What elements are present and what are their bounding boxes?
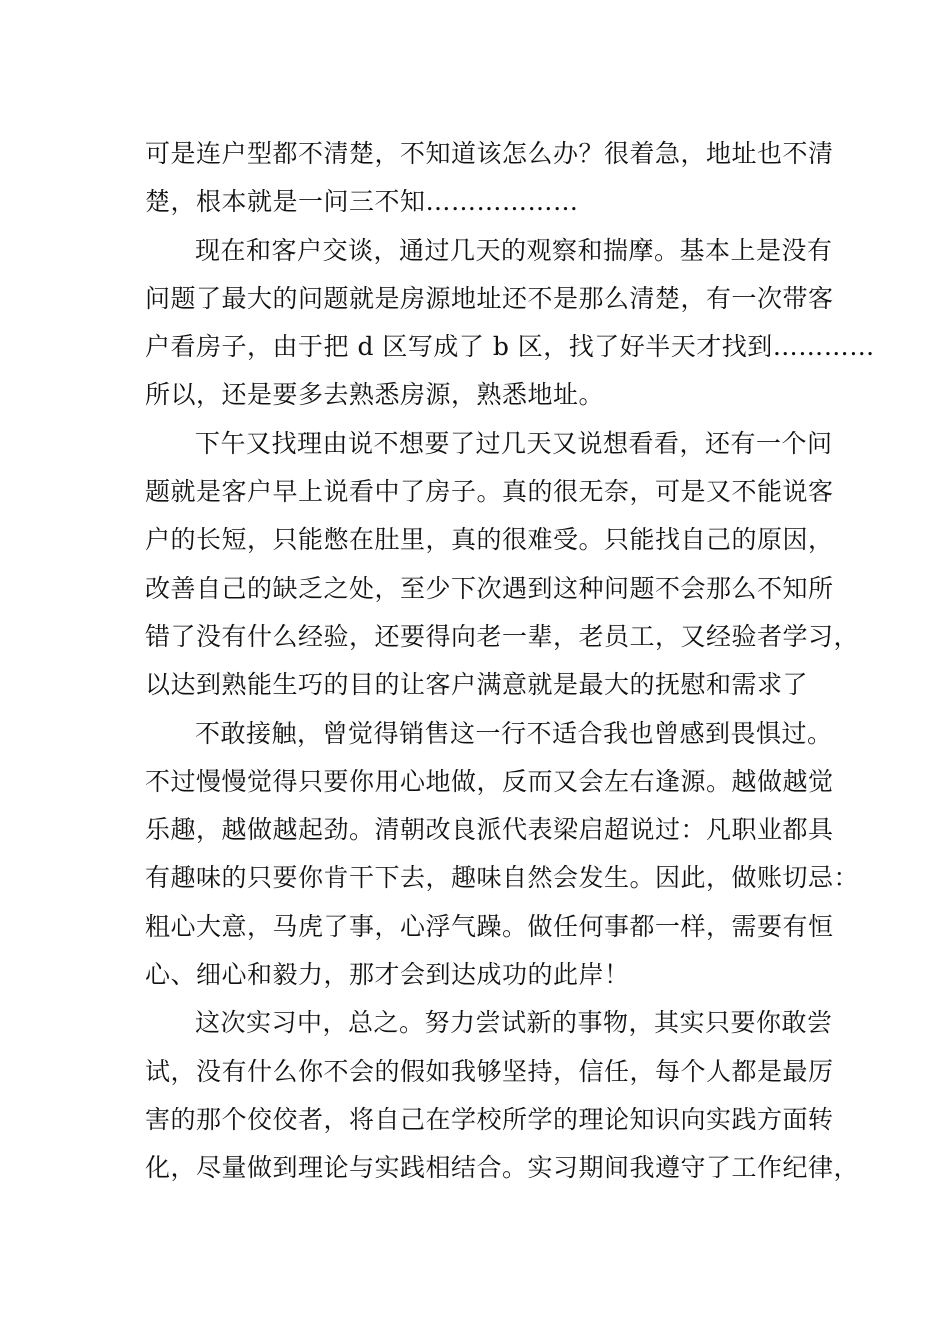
text-line: 所以，还是要多去熟悉房源，熟悉地址。 — [145, 380, 605, 410]
text-line: 粗心大意，马虎了事，心浮气躁。做任何事都一样，需要有恒 — [145, 911, 834, 941]
text-line: 户的长短，只能憋在肚里，真的很难受。只能找自己的原因， — [145, 525, 834, 555]
text-line: 错了没有什么经验，还要得向老一辈，老员工，又经验者学习， — [145, 621, 860, 651]
text-line: 害的那个佼佼者，将自己在学校所学的理论知识向实践方面转 — [145, 1104, 834, 1134]
paragraph-first-line: 现在和客户交谈，通过几天的观察和揣摩。基本上是没有 — [195, 235, 833, 265]
text-line: 以达到熟能生巧的目的让客户满意就是最大的抚慰和需求了 — [145, 670, 809, 700]
text-line: 试，没有什么你不会的假如我够坚持，信任，每个人都是最厉 — [145, 1056, 834, 1086]
text-line: 题就是客户早上说看中了房子。真的很无奈，可是又不能说客 — [145, 477, 834, 507]
text-line: 可是连户型都不清楚，不知道该怎么办？很着急，地址也不清 — [145, 139, 834, 168]
paragraph-first-line: 下午又找理由说不想要了过几天又说想看看，还有一个问 — [195, 428, 833, 458]
text-line: 心、细心和毅力，那才会到达成功的此岸！ — [145, 960, 630, 990]
body-text — [145, 130, 875, 1193]
text-line: 问题了最大的问题就是房源地址还不是那么清楚，有一次带客 — [145, 283, 834, 313]
text-line: 有趣味的只要你肯干下去，趣味自然会发生。因此，做账切忌： — [145, 863, 860, 893]
text-line: 化，尽量做到理论与实践相结合。实习期间我遵守了工作纪律， — [145, 1153, 860, 1183]
paragraph-first-line: 不敢接触，曾觉得销售这一行不适合我也曾感到畏惧过。 — [195, 718, 833, 748]
paragraph-first-line: 这次实习中，总之。努力尝试新的事物，其实只要你敢尝 — [195, 1008, 833, 1038]
text-line: 楚，根本就是一问三不知……………… — [145, 187, 579, 217]
text-line: 改善自己的缺乏之处，至少下次遇到这种问题不会那么不知所 — [145, 573, 834, 603]
text-line: 户看房子，由于把 d 区写成了 b 区，找了好半天才找到………… — [145, 332, 875, 362]
text-line: 乐趣，越做越起劲。清朝改良派代表梁启超说过：凡职业都具 — [145, 815, 834, 845]
text-line: 不过慢慢觉得只要你用心地做，反而又会左右逢源。越做越觉 — [145, 766, 834, 796]
